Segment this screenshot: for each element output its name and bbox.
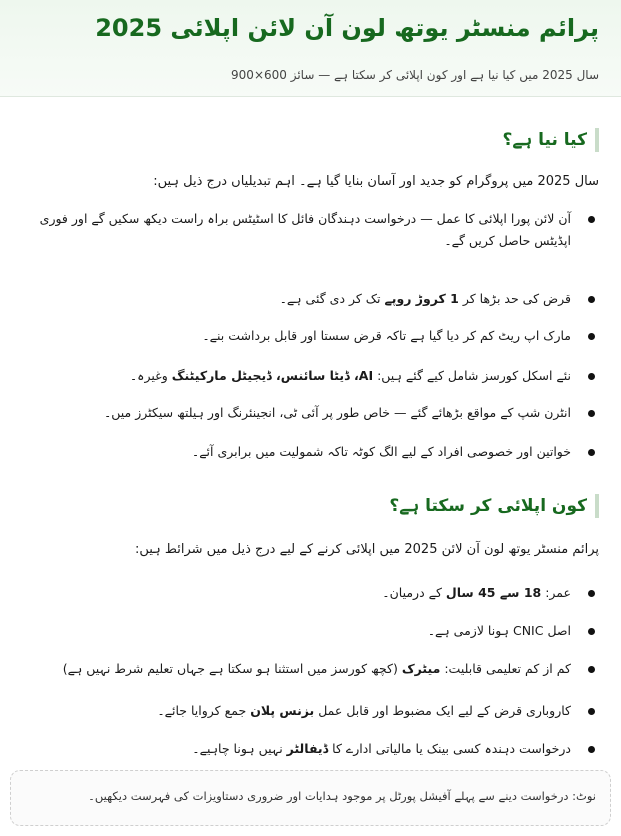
page-header: [0, 0, 621, 97]
list-item: انٹرن شپ کے مواقع بڑھائے گئے — خاص طور پر آئی ٹی، انجینئرنگ اور ہیلتھ سیکٹرز میں۔: [18, 402, 599, 424]
section-intro-who-can-apply: پرائم منسٹر یوتھ لون آن لائن 2025 میں اپلائی کرنے کے لیے درج ذیل میں شرائط ہیں:: [134, 542, 599, 557]
section-heading-whats-new: کیا نیا ہے؟: [502, 128, 599, 152]
list-item: کاروباری قرض کے لیے ایک مضبوط اور قابل عمل بزنس پلان جمع کروایا جائے۔: [18, 700, 599, 722]
section-intro-whats-new: سال 2025 میں پروگرام کو جدید اور آسان بنایا گیا ہے۔ اہم تبدیلیاں درج ذیل ہیں:: [153, 174, 599, 189]
page-title: پرائم منسٹر یوتھ لون آن لائن اپلائی 2025: [95, 14, 599, 42]
list-item: قرض کی حد بڑھا کر 1 کروڑ روپے تک کر دی گئی ہے۔: [18, 288, 599, 310]
list-item: کم از کم تعلیمی قابلیت: میٹرک (کچھ کورسز میں استثنا ہو سکتا ہے جہاں تعلیم شرط نہیں ہے): [18, 658, 599, 680]
list-item: عمر: 18 سے 45 سال کے درمیان۔: [18, 582, 599, 604]
page-subtitle: سال 2025 میں کیا نیا ہے اور کون اپلائی کر سکتا ہے — سائز 600×900: [231, 68, 599, 82]
section-heading-who-can-apply: کون اپلائی کر سکتا ہے؟: [389, 494, 599, 518]
list-item: درخواست دہندہ کسی بینک یا مالیاتی ادارے کا ڈیفالٹر نہیں ہونا چاہیے۔: [18, 738, 599, 760]
list-item: خواتین اور خصوصی افراد کے لیے الگ کوٹہ تاکہ شمولیت میں برابری آئے۔: [18, 441, 599, 463]
list-item: نئے اسکل کورسز شامل کیے گئے ہیں: AI، ڈیٹا سائنس، ڈیجیٹل مارکیٹنگ وغیرہ۔: [18, 365, 599, 387]
note-text: نوٹ: درخواست دینے سے پہلے آفیشل پورٹل پر موجود ہدایات اور ضروری دستاویزات کی فہرست دیکھیں۔: [88, 789, 596, 803]
list-item: آن لائن پورا اپلائی کا عمل — درخواست دہندگان فائل کا اسٹیٹس براہ راست دیکھ سکیں گے اور فوری اپڈیٹس حاصل کریں گے۔: [18, 208, 599, 252]
list-item: مارک اپ ریٹ کم کر دیا گیا ہے تاکہ قرض سستا اور قابل برداشت بنے۔: [18, 325, 599, 347]
note-box: [10, 770, 611, 826]
list-item: اصل CNIC ہونا لازمی ہے۔: [18, 620, 599, 642]
